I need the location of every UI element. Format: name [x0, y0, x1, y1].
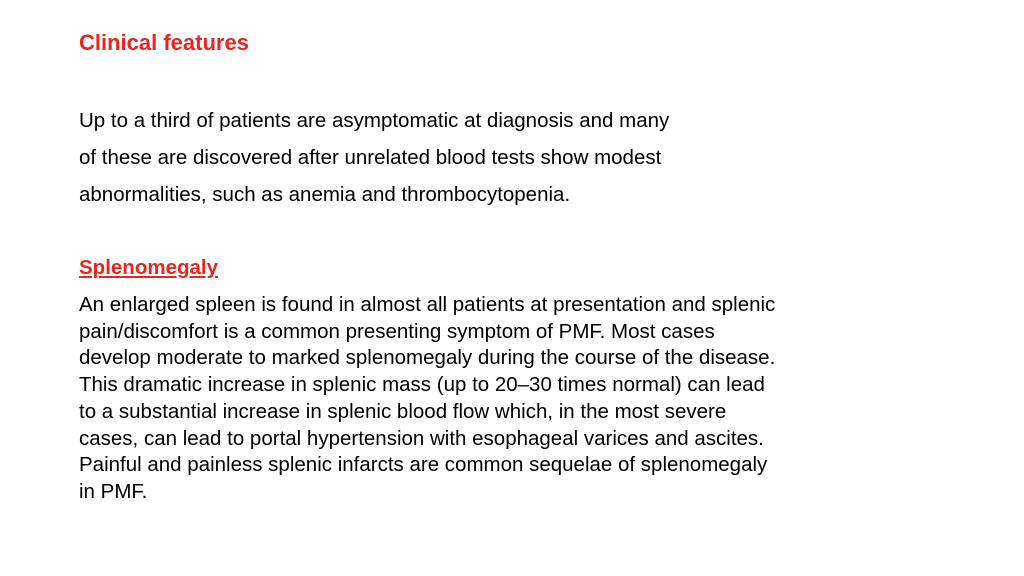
- body-line: to a substantial increase in splenic blood flow which, in the most severe: [79, 399, 727, 423]
- body-line: Painful and painless splenic infarcts are common sequelae of splenomegaly: [79, 453, 768, 477]
- splenomegaly-paragraph: [79, 292, 979, 506]
- intro-line: Up to a third of patients are asymptomatic at diagnosis and many: [79, 109, 670, 132]
- body-line: This dramatic increase in splenic mass (up to 20–30 times normal) can lead: [79, 373, 765, 397]
- section-subheading: Splenomegaly: [79, 256, 218, 279]
- intro-paragraph: [79, 102, 839, 213]
- body-line: in PMF.: [79, 479, 148, 503]
- body-line: An enlarged spleen is found in almost all patients at presentation and splenic: [79, 293, 776, 316]
- body-line: develop moderate to marked splenomegaly during the course of the disease.: [79, 346, 776, 370]
- intro-line: of these are discovered after unrelated blood tests show modest: [79, 146, 662, 169]
- body-line: pain/discomfort is a common presenting symptom of PMF. Most cases: [79, 319, 715, 343]
- intro-line: abnormalities, such as anemia and thrombocytopenia.: [79, 183, 571, 206]
- body-line: cases, can lead to portal hypertension with esophageal varices and ascites.: [79, 426, 764, 450]
- slide-heading: Clinical features: [79, 30, 249, 55]
